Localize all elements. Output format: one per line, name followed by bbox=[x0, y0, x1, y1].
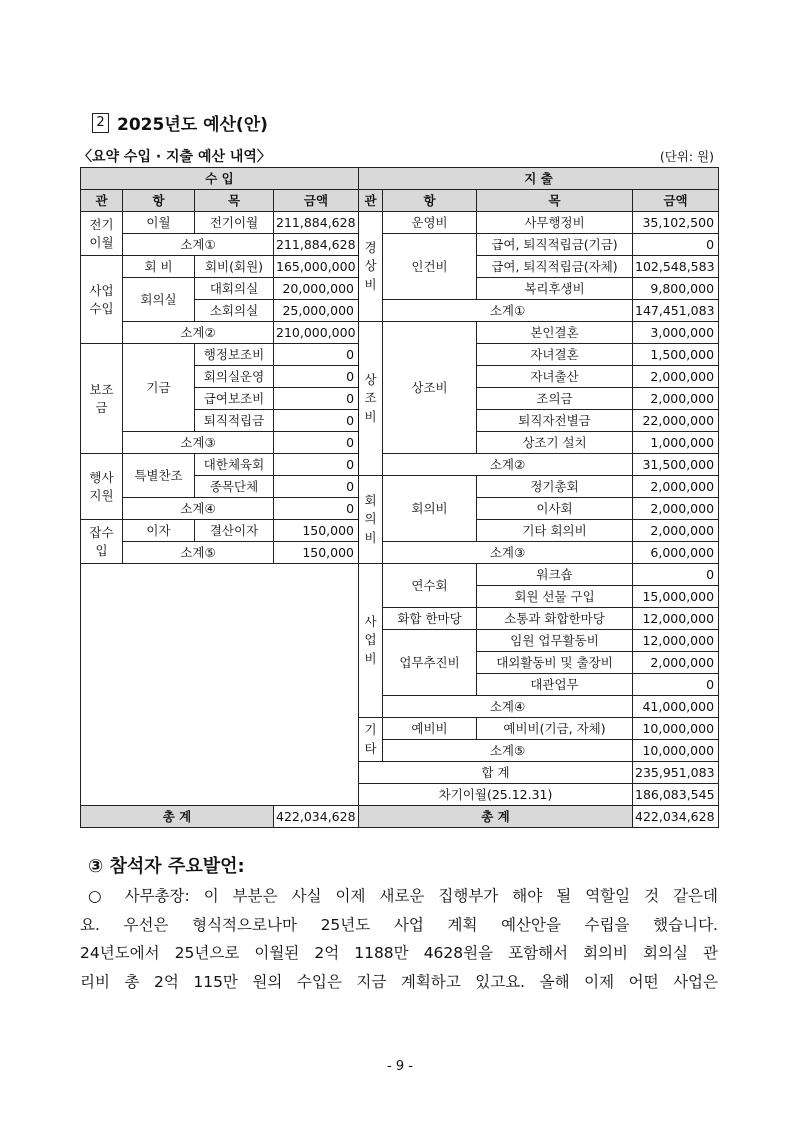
income-item-amount: 0 bbox=[274, 476, 359, 498]
income-item-amount: 0 bbox=[274, 388, 359, 410]
income-gwan-label: 행사지원 bbox=[89, 470, 114, 503]
expense-sum-label: 합 계 bbox=[359, 762, 633, 784]
expense-hang: 화합 한마당 bbox=[383, 608, 477, 630]
expense-hang: 인건비 bbox=[383, 234, 477, 300]
expense-header: 지 출 bbox=[359, 168, 719, 190]
income-header: 수 입 bbox=[81, 168, 359, 190]
expense-item-label: 회원 선물 구입 bbox=[477, 586, 633, 608]
income-subtotal-amount: 150,000 bbox=[274, 542, 359, 564]
next-carryover-amount: 186,083,545 bbox=[633, 784, 719, 806]
expense-item-amount: 2,000,000 bbox=[633, 520, 719, 542]
income-hang: 특별찬조 bbox=[123, 454, 195, 498]
expense-gwan-meeting bbox=[359, 476, 383, 564]
expense-hang: 업무추진비 bbox=[383, 630, 477, 696]
expense-gwan-label: 경상비 bbox=[364, 240, 377, 292]
income-total-label: 총 계 bbox=[81, 806, 274, 828]
expense-item-label: 대외활동비 및 출장비 bbox=[477, 652, 633, 674]
table-row bbox=[81, 234, 719, 256]
expense-item-amount: 9,800,000 bbox=[633, 278, 719, 300]
expense-subtotal-label: 소계④ bbox=[383, 696, 633, 718]
expense-gwan-mutual-aid bbox=[359, 322, 383, 476]
total-row bbox=[81, 806, 719, 828]
income-item-amount: 0 bbox=[274, 366, 359, 388]
income-gwan-label: 보조금 bbox=[89, 382, 114, 415]
income-gwan-event-support bbox=[81, 454, 123, 520]
income-col-hang: 항 bbox=[123, 190, 195, 212]
income-col-gwan: 관 bbox=[81, 190, 123, 212]
table-caption: 〈요약 수입 · 지출 예산 내역〉 bbox=[78, 149, 271, 165]
expense-item-label: 퇴직자전별금 bbox=[477, 410, 633, 432]
income-item-label: 행정보조비 bbox=[195, 344, 274, 366]
expense-gwan-label: 회의비 bbox=[364, 493, 377, 545]
table-row bbox=[81, 542, 719, 564]
expense-item-label: 정기총회 bbox=[477, 476, 633, 498]
expense-item-amount: 0 bbox=[633, 674, 719, 696]
income-col-amount: 금액 bbox=[274, 190, 359, 212]
expense-item-label: 워크숍 bbox=[477, 564, 633, 586]
expense-gwan-other bbox=[359, 718, 383, 762]
income-gwan-label: 잡수입 bbox=[89, 525, 114, 558]
expense-item-label: 기타 회의비 bbox=[477, 520, 633, 542]
expense-item-amount: 2,000,000 bbox=[633, 652, 719, 674]
section-heading bbox=[92, 110, 268, 135]
expense-subtotal-label: 소계⑤ bbox=[383, 740, 633, 762]
section-title: 2025년도 예산(안) bbox=[117, 115, 268, 135]
expense-item-amount: 10,000,000 bbox=[633, 718, 719, 740]
income-item-label: 대회의실 bbox=[195, 278, 274, 300]
expense-subtotal-label: 소계③ bbox=[383, 542, 633, 564]
income-item-label: 퇴직적립금 bbox=[195, 410, 274, 432]
income-subtotal-label: 소계④ bbox=[123, 498, 274, 520]
expense-item-label: 이사회 bbox=[477, 498, 633, 520]
expense-hang: 예비비 bbox=[383, 718, 477, 740]
budget-table bbox=[80, 167, 719, 828]
income-hang: 기금 bbox=[123, 344, 195, 432]
expense-item-label: 급여, 퇴직적립금(자체) bbox=[477, 256, 633, 278]
income-item-label: 종목단체 bbox=[195, 476, 274, 498]
expense-item-label: 소통과 화합한마당 bbox=[477, 608, 633, 630]
expense-item-amount: 12,000,000 bbox=[633, 630, 719, 652]
expense-total-amount: 422,034,628 bbox=[633, 806, 719, 828]
income-blank-area bbox=[81, 564, 359, 806]
section-number-box: 2 bbox=[92, 113, 109, 133]
column-header-row bbox=[81, 190, 719, 212]
expense-item-amount: 3,000,000 bbox=[633, 322, 719, 344]
expense-gwan-label: 기타 bbox=[364, 722, 377, 756]
income-item-amount: 0 bbox=[274, 454, 359, 476]
expense-item-label: 복리후생비 bbox=[477, 278, 633, 300]
expense-col-amount: 금액 bbox=[633, 190, 719, 212]
income-subtotal-amount: 0 bbox=[274, 432, 359, 454]
expense-item-amount: 0 bbox=[633, 564, 719, 586]
income-gwan-misc bbox=[81, 520, 123, 564]
expense-item-amount: 1,500,000 bbox=[633, 344, 719, 366]
remarks-line: 리비 총 2억 115만 원의 수입은 지금 계획하고 있고요. 올해 이제 어떤 사업은 bbox=[80, 973, 718, 992]
income-subtotal-label: 소계② bbox=[123, 322, 274, 344]
income-col-mok: 목 bbox=[195, 190, 274, 212]
income-item-label: 대한체육회 bbox=[195, 454, 274, 476]
income-item-amount: 150,000 bbox=[274, 520, 359, 542]
income-subtotal-amount: 0 bbox=[274, 498, 359, 520]
expense-col-hang: 항 bbox=[383, 190, 477, 212]
table-header-row bbox=[81, 168, 719, 190]
remarks-line: 요. 우선은 형식적으로나마 25년도 사업 계획 예산안을 수립을 했습니다. bbox=[80, 915, 718, 934]
income-item-amount: 0 bbox=[274, 410, 359, 432]
table-row bbox=[81, 322, 719, 344]
income-gwan-subsidy bbox=[81, 344, 123, 454]
table-row bbox=[81, 212, 719, 234]
table-row bbox=[81, 564, 719, 586]
expense-subtotal-amount: 10,000,000 bbox=[633, 740, 719, 762]
expense-gwan-label: 사업비 bbox=[364, 614, 377, 666]
income-item-label: 결산이자 bbox=[195, 520, 274, 542]
expense-hang: 회의비 bbox=[383, 476, 477, 542]
income-total-amount: 422,034,628 bbox=[274, 806, 359, 828]
expense-item-label: 본인결혼 bbox=[477, 322, 633, 344]
income-item-label: 회비(회원) bbox=[195, 256, 274, 278]
expense-subtotal-amount: 6,000,000 bbox=[633, 542, 719, 564]
income-item-label: 전기이월 bbox=[195, 212, 274, 234]
income-subtotal-amount: 211,884,628 bbox=[274, 234, 359, 256]
income-item-label: 소회의실 bbox=[195, 300, 274, 322]
expense-hang: 운영비 bbox=[383, 212, 477, 234]
income-hang: 이월 bbox=[123, 212, 195, 234]
expense-item-amount: 2,000,000 bbox=[633, 366, 719, 388]
expense-item-amount: 102,548,583 bbox=[633, 256, 719, 278]
expense-col-gwan: 관 bbox=[359, 190, 383, 212]
expense-item-label: 예비비(기금, 자체) bbox=[477, 718, 633, 740]
expense-gwan-label: 상조비 bbox=[364, 372, 377, 424]
income-item-amount: 25,000,000 bbox=[274, 300, 359, 322]
remarks-heading: ③ 참석자 주요발언: bbox=[88, 856, 245, 877]
income-gwan-carryover bbox=[81, 212, 123, 256]
expense-item-label: 조의금 bbox=[477, 388, 633, 410]
income-gwan-label: 전기이월 bbox=[89, 217, 114, 250]
income-subtotal-label: 소계① bbox=[123, 234, 274, 256]
table-row bbox=[81, 454, 719, 476]
income-gwan-label: 사업수입 bbox=[89, 283, 114, 316]
expense-gwan-operating bbox=[359, 212, 383, 322]
expense-subtotal-amount: 31,500,000 bbox=[633, 454, 719, 476]
expense-item-amount: 2,000,000 bbox=[633, 476, 719, 498]
income-hang: 이자 bbox=[123, 520, 195, 542]
income-hang: 회 비 bbox=[123, 256, 195, 278]
expense-sum-amount: 235,951,083 bbox=[633, 762, 719, 784]
expense-item-amount: 22,000,000 bbox=[633, 410, 719, 432]
income-hang: 회의실 bbox=[123, 278, 195, 322]
expense-subtotal-amount: 41,000,000 bbox=[633, 696, 719, 718]
expense-subtotal-amount: 147,451,083 bbox=[633, 300, 719, 322]
income-gwan-business bbox=[81, 256, 123, 344]
remarks-body bbox=[80, 882, 718, 997]
expense-item-amount: 1,000,000 bbox=[633, 432, 719, 454]
income-subtotal-label: 소계⑤ bbox=[123, 542, 274, 564]
expense-item-label: 자녀출산 bbox=[477, 366, 633, 388]
expense-col-mok: 목 bbox=[477, 190, 633, 212]
expense-item-label: 대관업무 bbox=[477, 674, 633, 696]
expense-item-label: 임원 업무활동비 bbox=[477, 630, 633, 652]
income-item-amount: 20,000,000 bbox=[274, 278, 359, 300]
expense-item-label: 상조기 설치 bbox=[477, 432, 633, 454]
expense-total-label: 총 계 bbox=[359, 806, 633, 828]
expense-item-amount: 2,000,000 bbox=[633, 498, 719, 520]
expense-hang: 연수회 bbox=[383, 564, 477, 608]
income-item-amount: 165,000,000 bbox=[274, 256, 359, 278]
income-item-amount: 0 bbox=[274, 344, 359, 366]
expense-subtotal-label: 소계① bbox=[383, 300, 633, 322]
page-number: - 9 - bbox=[387, 1059, 413, 1074]
expense-item-amount: 2,000,000 bbox=[633, 388, 719, 410]
income-subtotal-label: 소계③ bbox=[123, 432, 274, 454]
income-subtotal-amount: 210,000,000 bbox=[274, 322, 359, 344]
next-carryover-label: 차기이월(25.12.31) bbox=[359, 784, 633, 806]
expense-gwan-business bbox=[359, 564, 383, 718]
expense-subtotal-label: 소계② bbox=[383, 454, 633, 476]
expense-item-amount: 35,102,500 bbox=[633, 212, 719, 234]
expense-item-amount: 15,000,000 bbox=[633, 586, 719, 608]
expense-item-amount: 12,000,000 bbox=[633, 608, 719, 630]
income-item-amount: 211,884,628 bbox=[274, 212, 359, 234]
expense-item-label: 자녀결혼 bbox=[477, 344, 633, 366]
remarks-line: ○ 사무총장: 이 부분은 사실 이제 새로운 집행부가 해야 될 역할일 것 같은데 bbox=[88, 887, 718, 905]
expense-item-label: 사무행정비 bbox=[477, 212, 633, 234]
unit-note: (단위: 원) bbox=[659, 149, 714, 164]
income-item-label: 급여보조비 bbox=[195, 388, 274, 410]
income-item-label: 회의실운영 bbox=[195, 366, 274, 388]
expense-hang: 상조비 bbox=[383, 322, 477, 454]
remarks-line: 24년도에서 25년으로 이월된 2억 1188만 4628원을 포함해서 회의비 회의실 관 bbox=[80, 944, 718, 963]
expense-item-label: 급여, 퇴직적립금(기금) bbox=[477, 234, 633, 256]
expense-item-amount: 0 bbox=[633, 234, 719, 256]
